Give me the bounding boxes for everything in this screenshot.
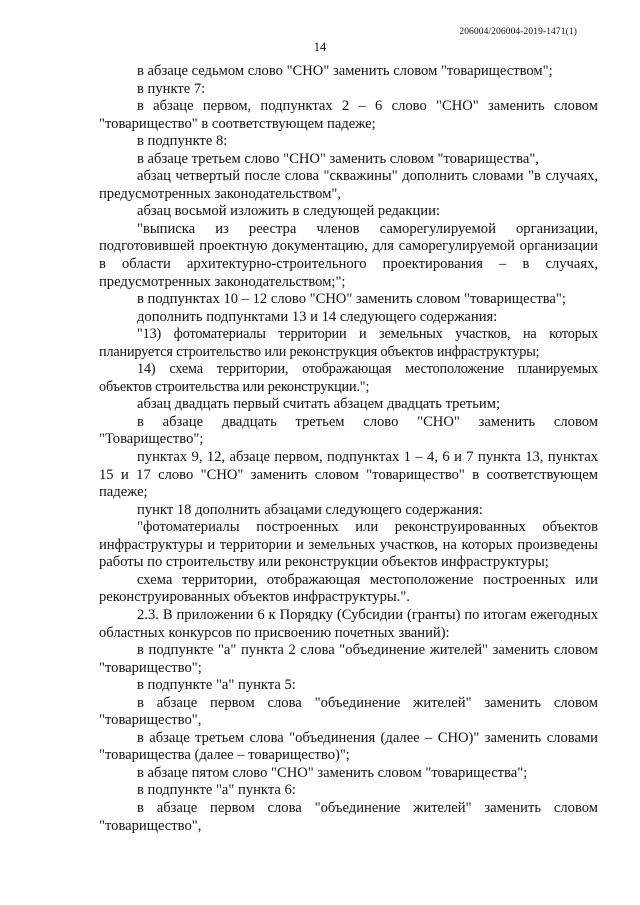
paragraph: в абзаце первом слова "объединение жителей" заменить словом "товарищество", — [99, 799, 598, 834]
paragraph: в абзаце первом, подпунктах 2 – 6 слово "СНО" заменить словом "товарищество" в соответствующем падеже; — [99, 98, 598, 132]
paragraph: в пункте 7: — [137, 80, 206, 97]
paragraph: в абзаце первом слова "объединение жителей" заменить словом "товарищество", — [99, 694, 598, 729]
paragraph: пункт 18 дополнить абзацами следующего содержания: — [137, 501, 483, 518]
paragraph: в абзаце двадцать третьем слово "СНО" заменить словом "Товарищество"; — [99, 413, 598, 448]
paragraph: в подпункте "а" пункта 6: — [137, 782, 296, 799]
document-body — [99, 63, 598, 835]
paragraph: 2.3. В приложении 6 к Порядку (Субсидии (гранты) по итогам ежегодных областных конкурсов по присвоению почетных званий): — [99, 606, 598, 641]
paragraph: схема территории, отображающая местоположение построенных или реконструированных объектов инфраструктуры.". — [99, 571, 598, 606]
paragraph: "13) фотоматериалы территории и земельных участков, на которых планируется строительство или реконструкция объектов инфраструктуры; — [99, 326, 598, 360]
paragraph: "выписка из реестра членов саморегулируемой организации, подготовившей проектную документацию, для саморегулируемой организации в области архитектурно-строительного проектирования – в случаях, предусмотренных законодательством;"; — [99, 220, 598, 290]
paragraph: в подпунктах 10 – 12 слово "СНО" заменить словом "товарищества"; — [137, 291, 566, 308]
paragraph: абзац восьмой изложить в следующей редакции: — [137, 203, 440, 220]
paragraph: в подпункте 8: — [137, 133, 228, 150]
paragraph: абзац четвертый после слова "скважины" дополнить словами "в случаях, предусмотренных законодательством", — [99, 168, 598, 202]
page-number: 14 — [313, 40, 327, 54]
paragraph: пунктах 9, 12, абзаце первом, подпунктах 1 – 4, 6 и 7 пункта 13, пунктах 15 и 17 слово "СНО" заменить словом "товарищество" в соответствующем падеже; — [99, 449, 598, 501]
paragraph: абзац двадцать первый считать абзацем двадцать третьим; — [137, 396, 501, 413]
paragraph: в абзаце пятом слово "СНО" заменить словом "товарищества"; — [137, 764, 528, 781]
paragraph: в абзаце третьем слова "объединения (далее – СНО)" заменить словами "товарищества (далее – товарищество)"; — [99, 729, 598, 764]
paragraph: "фотоматериалы построенных или реконструированных объектов инфраструктуры и территории и земельных участков, на которых произведены работы по строительству или реконструкции объектов инфраструктуры; — [99, 519, 598, 571]
paragraph: в абзаце третьем слово "СНО" заменить словом "товарищества", — [137, 150, 539, 167]
paragraph: в подпункте "а" пункта 2 слова "объединение жителей" заменить словом "товарищество"; — [99, 642, 598, 676]
paragraph: в подпункте "а" пункта 5: — [137, 677, 296, 694]
document-id: 206004/206004-2019-1471(1) — [459, 27, 577, 37]
paragraph: в абзаце седьмом слово "СНО" заменить словом "товариществом"; — [137, 63, 553, 79]
paragraph: дополнить подпунктами 13 и 14 следующего содержания: — [137, 308, 498, 325]
paragraph: 14) схема территории, отображающая местоположение планируемых объектов строительства или реконструкции."; — [99, 361, 598, 395]
